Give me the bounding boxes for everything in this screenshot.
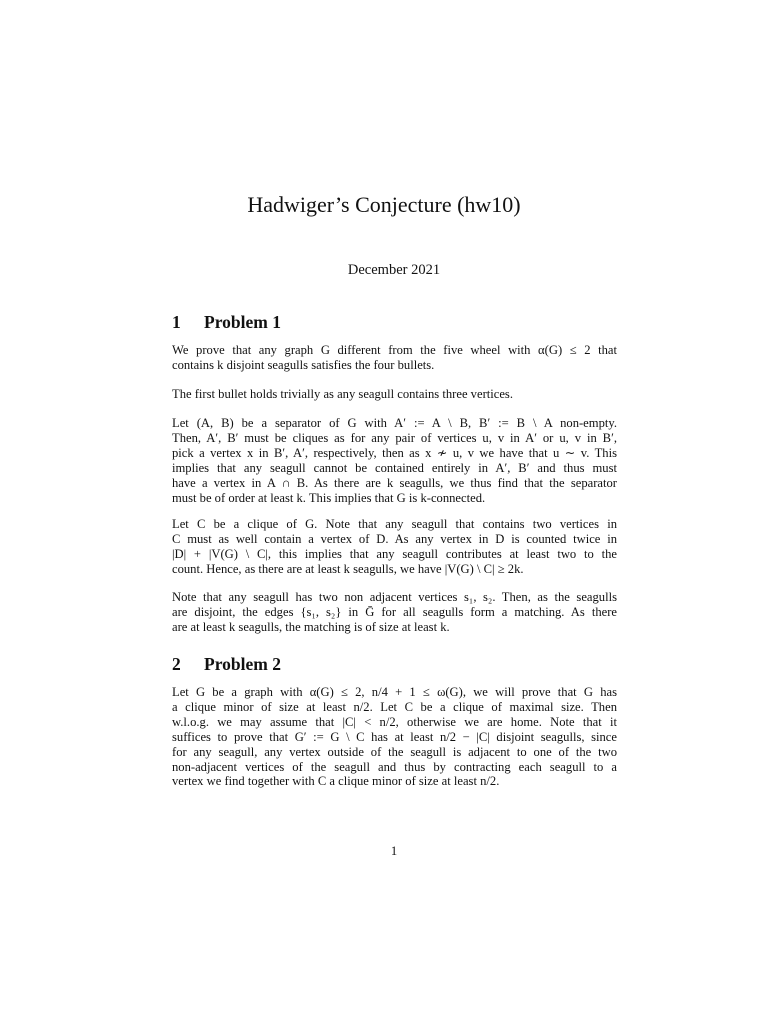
- text-line: vertex we find together with C a clique minor of size at least n/2.: [172, 774, 500, 789]
- text-line: pick a vertex x in B′, A′, respectively, then as x ≁ u, v we have that u ∼ v. This: [172, 445, 617, 460]
- text-line: contains k disjoint seagulls satisfies the four bullets.: [172, 357, 435, 372]
- text-line: suffices to prove that G′ := G \ C has at least n/2 − |C| disjoint seagulls, since: [172, 729, 617, 744]
- section-number: 1: [172, 312, 181, 332]
- text-line: We prove that any graph G different from the five wheel with α(G) ≤ 2 that: [172, 343, 617, 357]
- page-number: 1: [390, 844, 398, 858]
- section-title: Problem 2: [204, 654, 281, 674]
- text-line: implies that any seagull cannot be contained entirely in A′, B′ and thus must: [172, 460, 617, 475]
- text-line: Let G be a graph with α(G) ≤ 2, n/4 + 1 ≤ ω(G), we will prove that G has: [172, 685, 617, 699]
- text-line: w.l.o.g. we may assume that |C| < n/2, otherwise we are home. Note that it: [172, 714, 617, 729]
- text-line: Let C be a clique of G. Note that any seagull that contains two vertices in: [172, 517, 617, 531]
- text-line: C must as well contain a vertex of D. As any vertex in D is counted twice in: [172, 531, 617, 546]
- paragraph: [172, 590, 617, 635]
- text-line: Then, A′, B′ must be cliques as for any pair of vertices u, v in A′ or u, v in B′,: [172, 430, 617, 445]
- paragraph: [172, 685, 617, 789]
- text-line: count. Hence, as there are at least k seagulls, we have |V(G) \ C| ≥ 2k.: [172, 561, 524, 576]
- text-line: |D| + |V(G) \ C|, this implies that any seagull contributes at least two to the: [172, 546, 617, 561]
- section-heading-2: [172, 654, 281, 675]
- section-title: Problem 1: [204, 312, 281, 332]
- text-line: for any seagull, any vertex outside of the seagull is adjacent to one of the two: [172, 744, 617, 759]
- text-line: are at least k seagulls, the matching is of size at least k.: [172, 619, 450, 634]
- text-line: must be of order at least k. This implies that G is k-connected.: [172, 490, 486, 505]
- text-line: Let (A, B) be a separator of G with A′ := A \ B, B′ := B \ A non-empty.: [172, 416, 617, 430]
- paragraph: [172, 387, 617, 402]
- section-number: 2: [172, 654, 181, 674]
- text-line: have a vertex in A ∩ B. As there are k seagulls, we thus find that the separator: [172, 475, 617, 490]
- paragraph: [172, 517, 617, 577]
- text-line: The first bullet holds trivially as any seagull contains three vertices.: [172, 387, 513, 401]
- paragraph: [172, 416, 617, 505]
- text-line: Note that any seagull has two non adjacent vertices s₁, s₂. Then, as the seagulls: [172, 590, 617, 604]
- paragraph: [172, 343, 617, 373]
- document-date: December 2021: [347, 262, 441, 278]
- text-line: are disjoint, the edges {s₁, s₂} in Ḡ for all seagulls form a matching. As there: [172, 604, 617, 619]
- text-line: non-adjacent vertices of the seagull and thus by contracting each seagull to a: [172, 759, 617, 774]
- document-title: Hadwiger’s Conjecture (hw10): [247, 192, 521, 217]
- section-heading-1: [172, 312, 281, 333]
- text-line: a clique minor of size at least n/2. Let C be a clique of maximal size. Then: [172, 699, 617, 714]
